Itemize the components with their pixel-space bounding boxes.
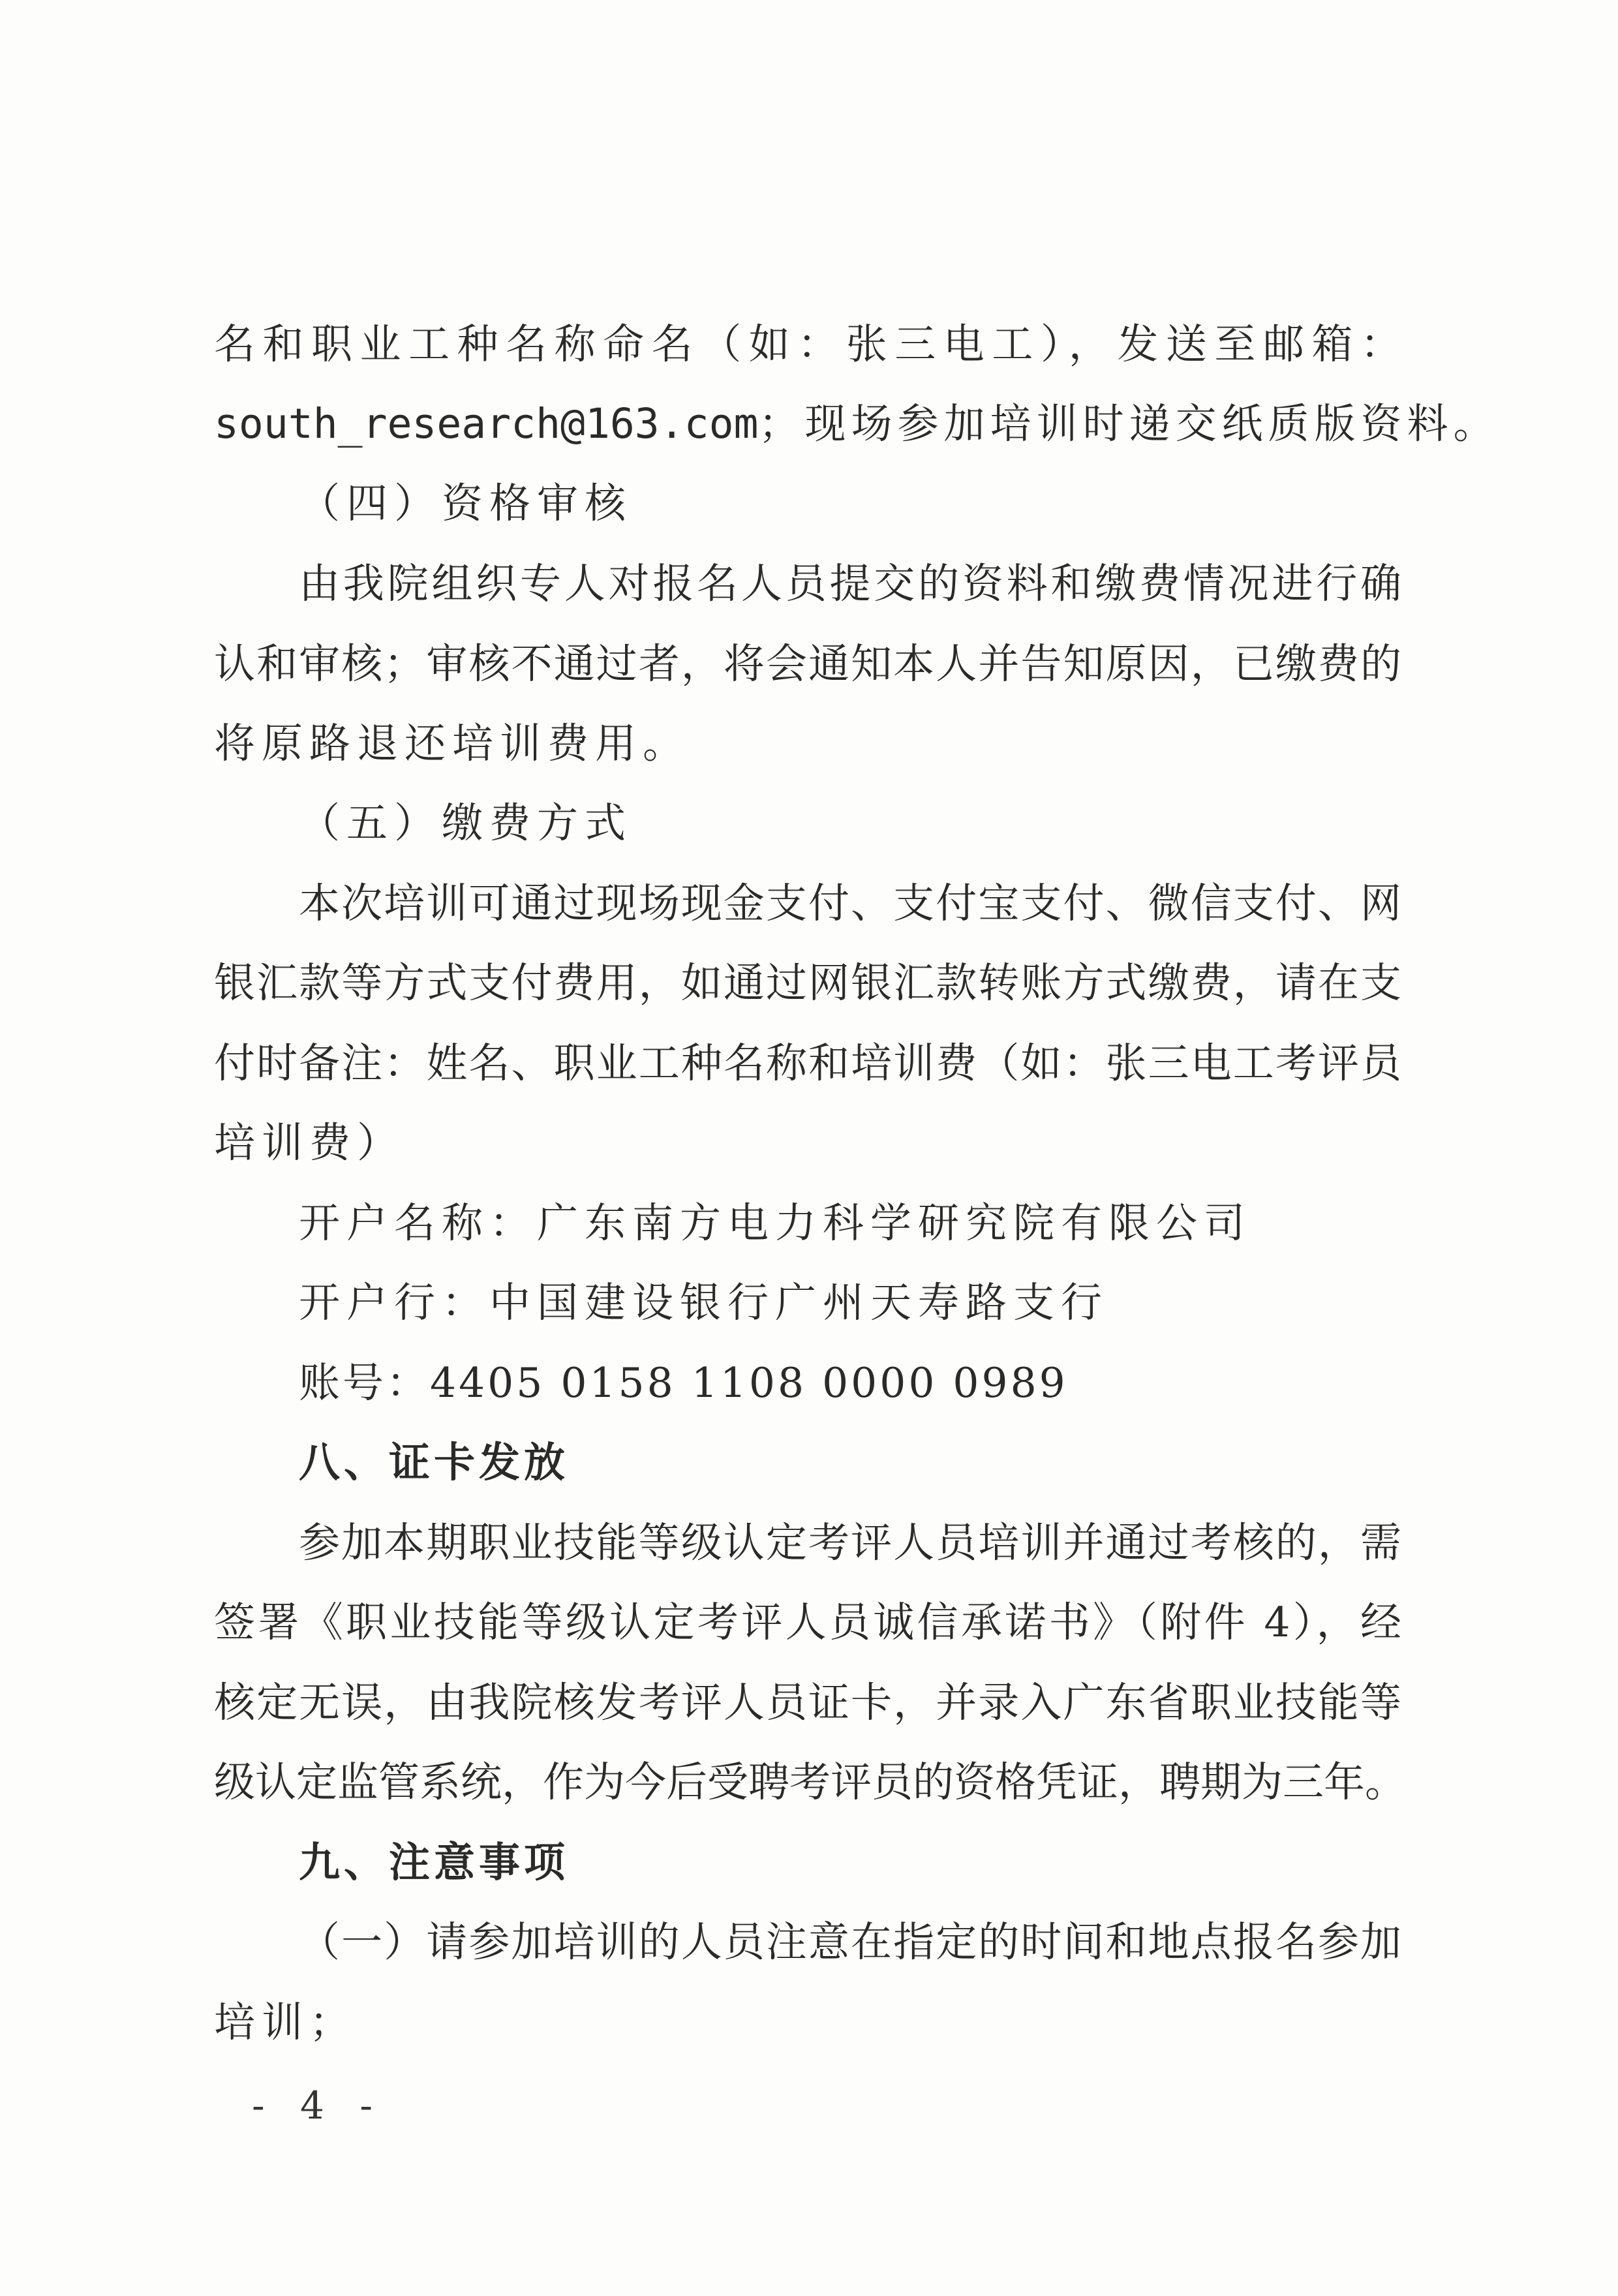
body-line-5: 认和审核；审核不通过者，将会通知本人并告知原因，已缴费的	[214, 640, 1401, 688]
account-number: 账号：4405 0158 1108 0000 0989	[299, 1359, 1068, 1407]
body-line-9: 银汇款等方式支付费用，如通过网银汇款转账方式缴费，请在支	[214, 959, 1401, 1007]
page-number: - 4 -	[252, 2083, 384, 2128]
body-line-21: （一）请参加培训的人员注意在指定的时间和地点报名参加	[299, 1918, 1401, 1966]
body-line-16: 参加本期职业技能等级认定考评人员培训并通过考核的，需	[299, 1519, 1401, 1567]
body-line-19: 级认定监管系统，作为今后受聘考评员的资格凭证，聘期为三年。	[214, 1758, 1406, 1806]
body-line-6: 将原路退还培训费用。	[214, 720, 690, 767]
body-line-8: 本次培训可通过现场现金支付、支付宝支付、微信支付、网	[299, 880, 1401, 927]
account-name: 开户名称：广东南方电力科学研究院有限公司	[299, 1199, 1251, 1247]
body-line-22: 培训；	[214, 1998, 357, 2046]
section-heading-payment-method: （五）缴费方式	[299, 799, 632, 847]
bank-branch: 开户行：中国建设银行广州天寿路支行	[299, 1279, 1108, 1326]
body-line-2	[214, 398, 1500, 450]
body-line-4: 由我院组织专人对报名人员提交的资料和缴费情况进行确	[299, 560, 1401, 607]
body-line-17: 签署《职业技能等级认定考评人员诚信承诺书》（附件 4），经	[214, 1599, 1401, 1646]
body-line-18: 核定无误，由我院核发考评人员证卡，并录入广东省职业技能等	[214, 1679, 1401, 1726]
body-line-2-text: ；现场参加培训时递交纸质版资料。	[758, 400, 1500, 448]
body-line-11: 培训费）	[214, 1119, 404, 1167]
section-heading-qualification-review: （四）资格审核	[299, 480, 632, 527]
body-line-10: 付时备注：姓名、职业工种名称和培训费（如：张三电工考评员	[214, 1039, 1401, 1087]
section-heading-certificate-issuance: 八、证卡发放	[299, 1439, 569, 1486]
email-address: south_research@163.com	[214, 400, 759, 448]
section-heading-notes: 九、注意事项	[299, 1839, 569, 1886]
body-line-1: 名和职业工种名称命名（如：张三电工），发送至邮箱：	[214, 320, 1401, 368]
